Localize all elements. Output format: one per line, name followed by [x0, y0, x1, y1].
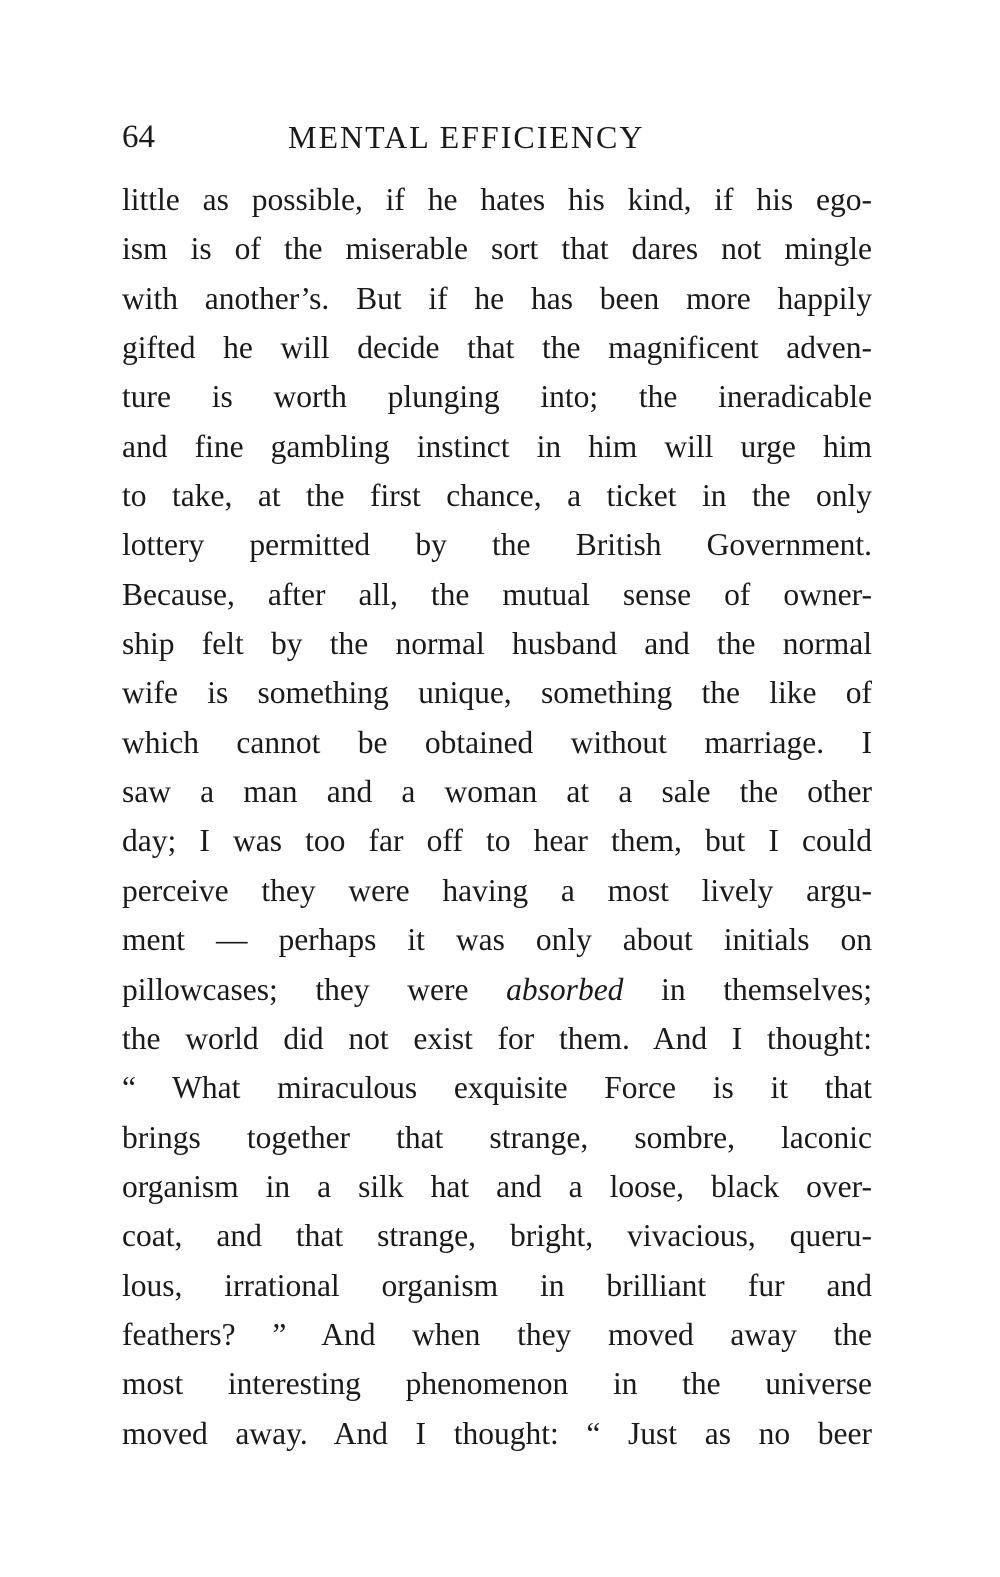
text-line: with another’s. But if he has been more happily	[122, 280, 872, 316]
text-line: coat, and that strange, bright, vivacious, queru-	[122, 1218, 872, 1254]
page-number: 64	[122, 119, 155, 155]
text-line: “ What miraculous exquisite Force is it that	[122, 1070, 872, 1106]
text-line: ment — perhaps it was only about initials on	[122, 922, 872, 958]
text-line: lous, irrational organism in brilliant fur and	[122, 1267, 872, 1303]
text-fragment: in themselves;	[623, 971, 872, 1007]
text-line: saw a man and a woman at a sale the other	[122, 774, 872, 810]
text-line: Because, after all, the mutual sense of owner-	[122, 576, 872, 612]
running-head: MENTAL EFFICIENCY	[288, 119, 645, 155]
body-text	[122, 175, 872, 1458]
text-line: lottery permitted by the British Government.	[122, 527, 872, 563]
text-line: ture is worth plunging into; the ineradicable	[122, 379, 872, 415]
text-line: perceive they were having a most lively argu-	[122, 872, 872, 908]
text-line: ism is of the miserable sort that dares not mingle	[122, 231, 872, 267]
text-line: most interesting phenomenon in the universe	[122, 1366, 872, 1402]
text-line	[122, 965, 872, 1014]
text-line: day; I was too far off to hear them, but I could	[122, 823, 872, 859]
text-line: to take, at the first chance, a ticket in the only	[122, 478, 872, 514]
text-line: organism in a silk hat and a loose, black over-	[122, 1168, 872, 1204]
text-line: the world did not exist for them. And I thought:	[122, 1020, 872, 1056]
text-line: and fine gambling instinct in him will urge him	[122, 428, 872, 464]
page-header	[122, 112, 872, 162]
text-fragment: pillowcases; they were	[122, 971, 507, 1007]
text-line: little as possible, if he hates his kind, if his ego-	[122, 182, 872, 217]
text-line: feathers? ” And when they moved away the	[122, 1316, 872, 1352]
text-line: brings together that strange, sombre, laconic	[122, 1119, 872, 1155]
text-line: ship felt by the normal husband and the normal	[122, 626, 872, 662]
text-line: moved away. And I thought: “ Just as no beer	[122, 1415, 872, 1451]
italic-emphasis: absorbed	[506, 971, 624, 1007]
text-line: gifted he will decide that the magnificent adven-	[122, 330, 872, 366]
text-line: wife is something unique, something the like of	[122, 675, 872, 711]
text-line: which cannot be obtained without marriage. I	[122, 724, 872, 760]
